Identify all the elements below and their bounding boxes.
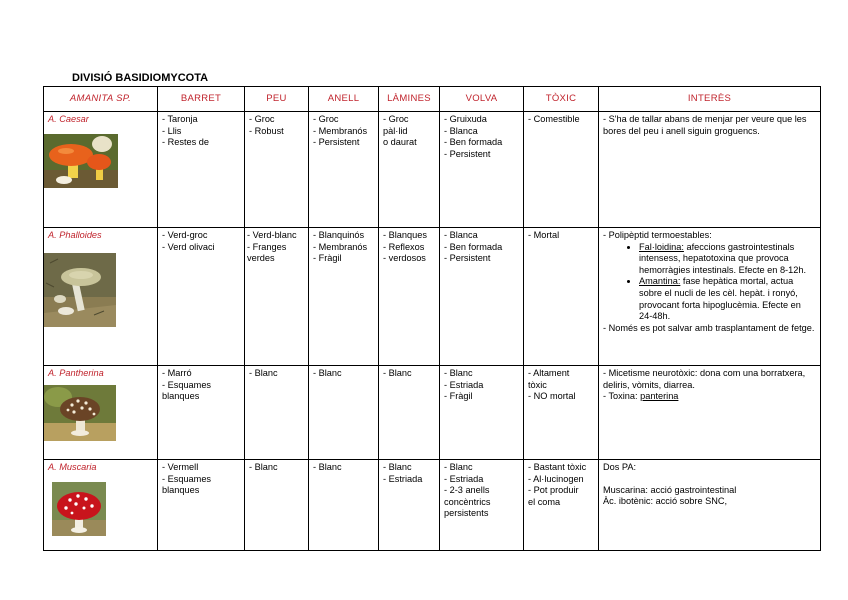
header-volva: VOLVA — [440, 87, 524, 112]
anell-cell: - Blanc — [309, 460, 379, 551]
species-name: A. Caesar — [48, 114, 89, 124]
list-item: • Amantina: fase hepàtica mortal, actua sobre el nucli de les cèl. hepàt. i ronyó, provocant forta hipoglucèmia. Efecte en 24-48h. — [639, 276, 816, 322]
peu-cell: - Blanc — [245, 460, 309, 551]
toxic-cell: - Altament tòxic - NO mortal — [524, 366, 599, 460]
volva-cell: - Gruixuda - Blanca - Ben formada - Persistent — [440, 112, 524, 228]
lamines-cell: - Blanc - Estriada — [379, 460, 440, 551]
table-row — [44, 460, 821, 551]
header-amanita: AMANITA SP. — [44, 87, 158, 112]
toxic-cell: - Mortal — [524, 228, 599, 366]
lamines-cell: - Blanques - Reflexos - verdosos — [379, 228, 440, 366]
species-cell — [44, 112, 158, 228]
peu-cell: - Groc - Robust — [245, 112, 309, 228]
header-interes: INTERÈS — [599, 87, 821, 112]
header-lamines: LÀMINES — [379, 87, 440, 112]
document-title: DIVISIÓ BASIDIOMYCOTA — [72, 72, 209, 84]
species-cell — [44, 366, 158, 460]
anell-cell: - Groc - Membranós - Persistent — [309, 112, 379, 228]
species-cell — [44, 460, 158, 551]
list-item: • Fal·loidina: afeccions gastrointestinals intensess, hepatotoxina que provoca hemorràgies intestinals. Efecte en 8-12h. — [639, 242, 816, 277]
toxic-cell: - Comestible — [524, 112, 599, 228]
header-peu: PEU — [245, 87, 309, 112]
volva-cell: - Blanc - Estriada - 2-3 anells concèntrics persistents — [440, 460, 524, 551]
table-row — [44, 228, 821, 366]
header-toxic: TÒXIC — [524, 87, 599, 112]
amanita-table — [43, 86, 821, 551]
amanita-muscaria-photo — [52, 482, 106, 536]
species-cell — [44, 228, 158, 366]
anell-cell: - Blanquinós - Membranós - Fràgil — [309, 228, 379, 366]
interes-cell: - Micetisme neurotòxic: dona com una borratxera, deliris, vòmits, diarrea. - Toxina: panterina — [599, 366, 821, 460]
anell-cell: - Blanc — [309, 366, 379, 460]
toxin-list — [603, 242, 816, 323]
peu-cell: - Blanc — [245, 366, 309, 460]
lamines-cell: - Groc pàl·lid o daurat — [379, 112, 440, 228]
barret-cell: - Taronja - Llis - Restes de — [158, 112, 245, 228]
interes-cell: - Polipèptid termoestables: • Fal·loidina: afeccions gastrointestinals intensess, hepatotoxina que provoca hemorràgies intestinals. Efecte en 8-12h. • Amantina: fase hepàtica mortal, actua sobre el nucli de les cèl. hepàt. i ronyó, provocant forta hipoglucèmia. Efecte en 24-48h. - Només es pot salvar amb trasplantament de fetge. — [599, 228, 821, 366]
interes-cell: Dos PA: Muscarina: acció gastrointestinal Àc. ibotènic: acció sobre SNC, — [599, 460, 821, 551]
header-row — [44, 87, 821, 112]
volva-cell: - Blanca - Ben formada - Persistent — [440, 228, 524, 366]
volva-cell: - Blanc - Estriada - Fràgil — [440, 366, 524, 460]
table-row — [44, 366, 821, 460]
species-name: A. Phalloides — [48, 230, 102, 240]
barret-cell: - Verd-groc - Verd olivaci — [158, 228, 245, 366]
amanita-phalloides-photo — [44, 253, 116, 327]
amanita-caesarea-photo — [44, 134, 118, 188]
header-anell: ANELL — [309, 87, 379, 112]
species-name: A. Pantherina — [48, 368, 104, 378]
table-row — [44, 112, 821, 228]
header-barret: BARRET — [158, 87, 245, 112]
species-name: A. Muscaria — [48, 462, 97, 472]
barret-cell: - Vermell - Esquames blanques — [158, 460, 245, 551]
toxic-cell: - Bastant tòxic - Al·lucinogen - Pot produir el coma — [524, 460, 599, 551]
lamines-cell: - Blanc — [379, 366, 440, 460]
barret-cell: - Marró - Esquames blanques — [158, 366, 245, 460]
peu-cell: - Verd-blanc - Franges verdes — [245, 228, 309, 366]
interes-cell: - S'ha de tallar abans de menjar per veure que les bores del peu i anell siguin groguencs. — [599, 112, 821, 228]
amanita-pantherina-photo — [44, 385, 116, 441]
